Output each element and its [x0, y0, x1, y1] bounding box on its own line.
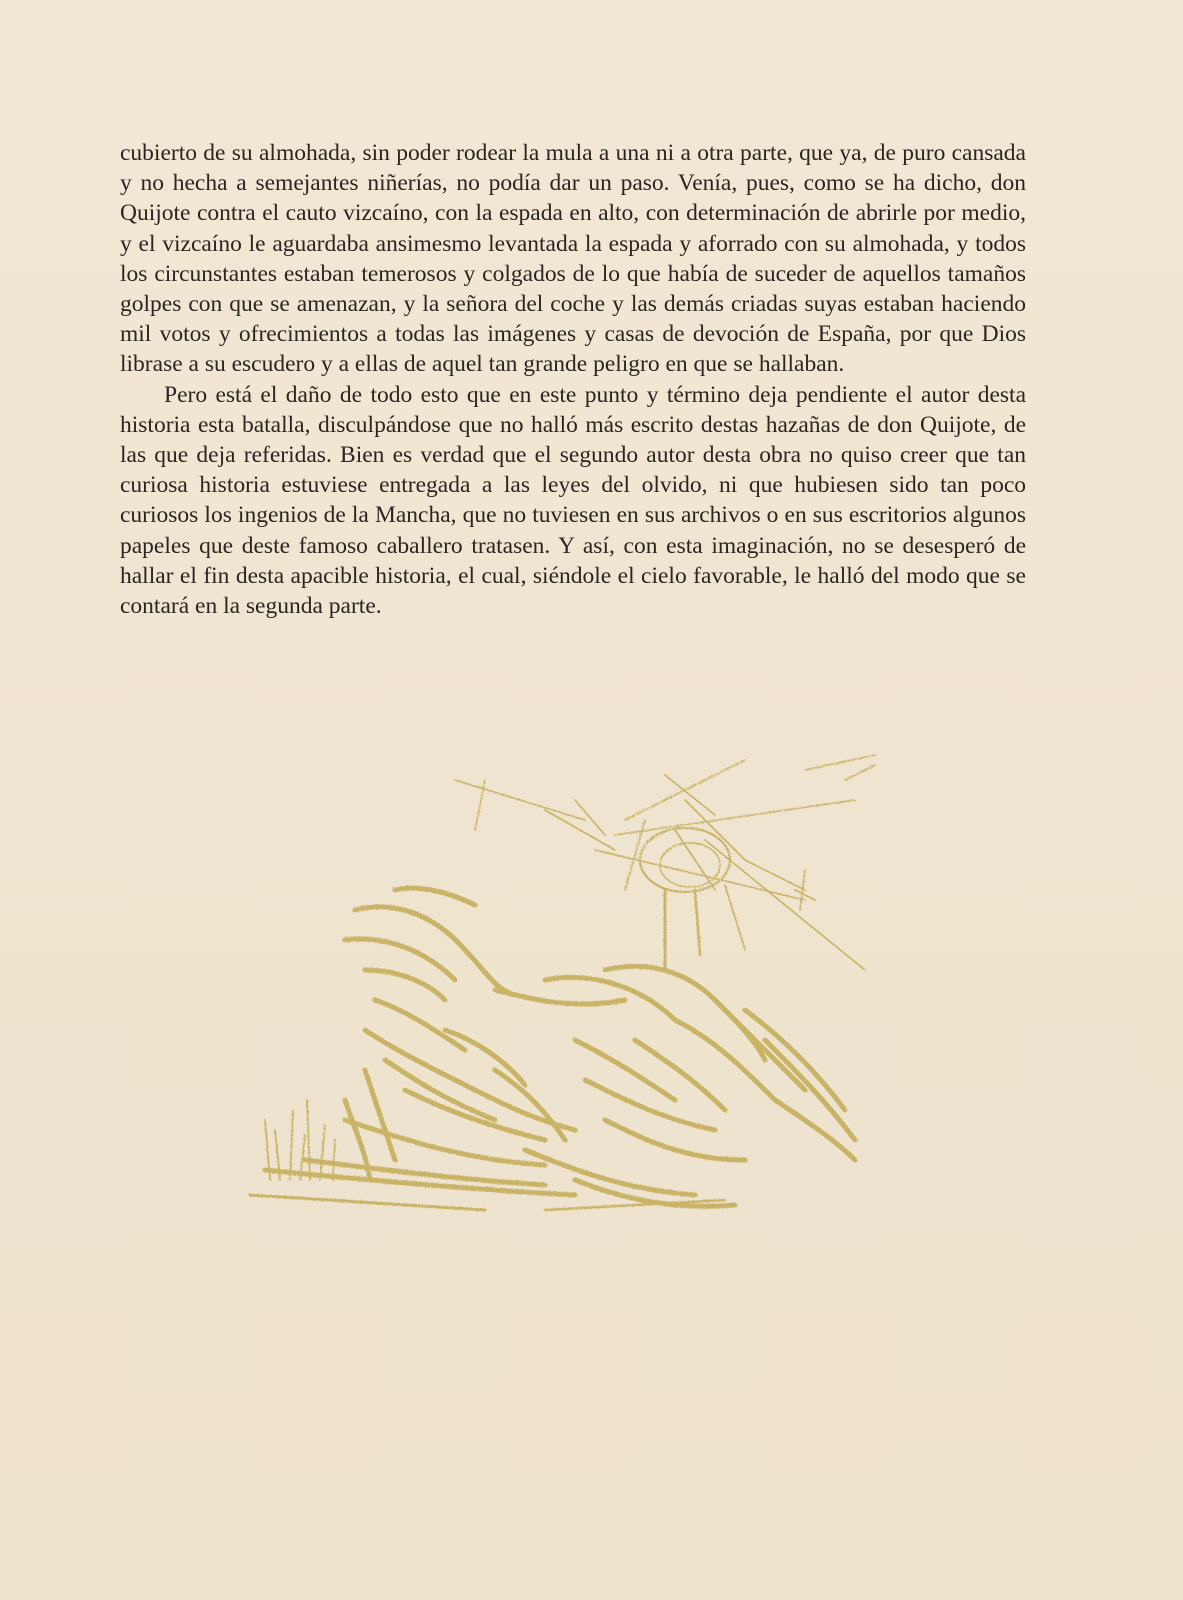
gold-ink-illustration [245, 740, 885, 1260]
show-through-text [120, 700, 1035, 730]
paragraph-1: cubierto de su almohada, sin poder rodear la mula a una ni a otra parte, que ya, de puro cansada y no hecha a semejantes niñerías, no podía dar un paso. Venía, pues, como se ha dicho, don Quijote contra el cauto vizcaíno, con la espada en alto, con determinación de abrirle por medio, y el vizcaíno le aguardaba ansimesmo levantada la espada y aforrado con su almohada, y todos los circunstantes estaban temerosos y colgados de lo que había de suceder de aquellos tamaños golpes con que se amenazan, y la señora del coche y las demás criadas suyas estaban haciendo mil votos y ofrecimientos a todas las imágenes y casas de devoción de España, por que Dios librase a su escudero y a ellas de aquel tan grande peligro en que se hallaban. [120, 140, 1026, 378]
windmill-sketch [455, 755, 875, 970]
body-text [120, 138, 1026, 621]
fallen-knight-figure [265, 888, 855, 1206]
paragraph-2: Pero está el daño de todo esto que en este punto y término deja pendiente el autor desta historia esta batalla, disculpándose que no halló más escrito destas hazañas de don Quijote, de las que deja referidas. Bien es verdad que el segundo autor desta obra no quiso creer que tan curiosa historia estuviese entregada a las leyes del olvido, ni que hubiesen sido tan poco curiosos los ingenios de la Mancha, que no tuviesen en sus archivos o en sus escritorios algunos papeles que deste famoso caballero tratasen. Y así, con esta imaginación, no se desesperó de hallar el fin desta apacible historia, el cual, siéndole el cielo favorable, le halló del modo que se contará en la segunda parte. [120, 381, 1026, 620]
